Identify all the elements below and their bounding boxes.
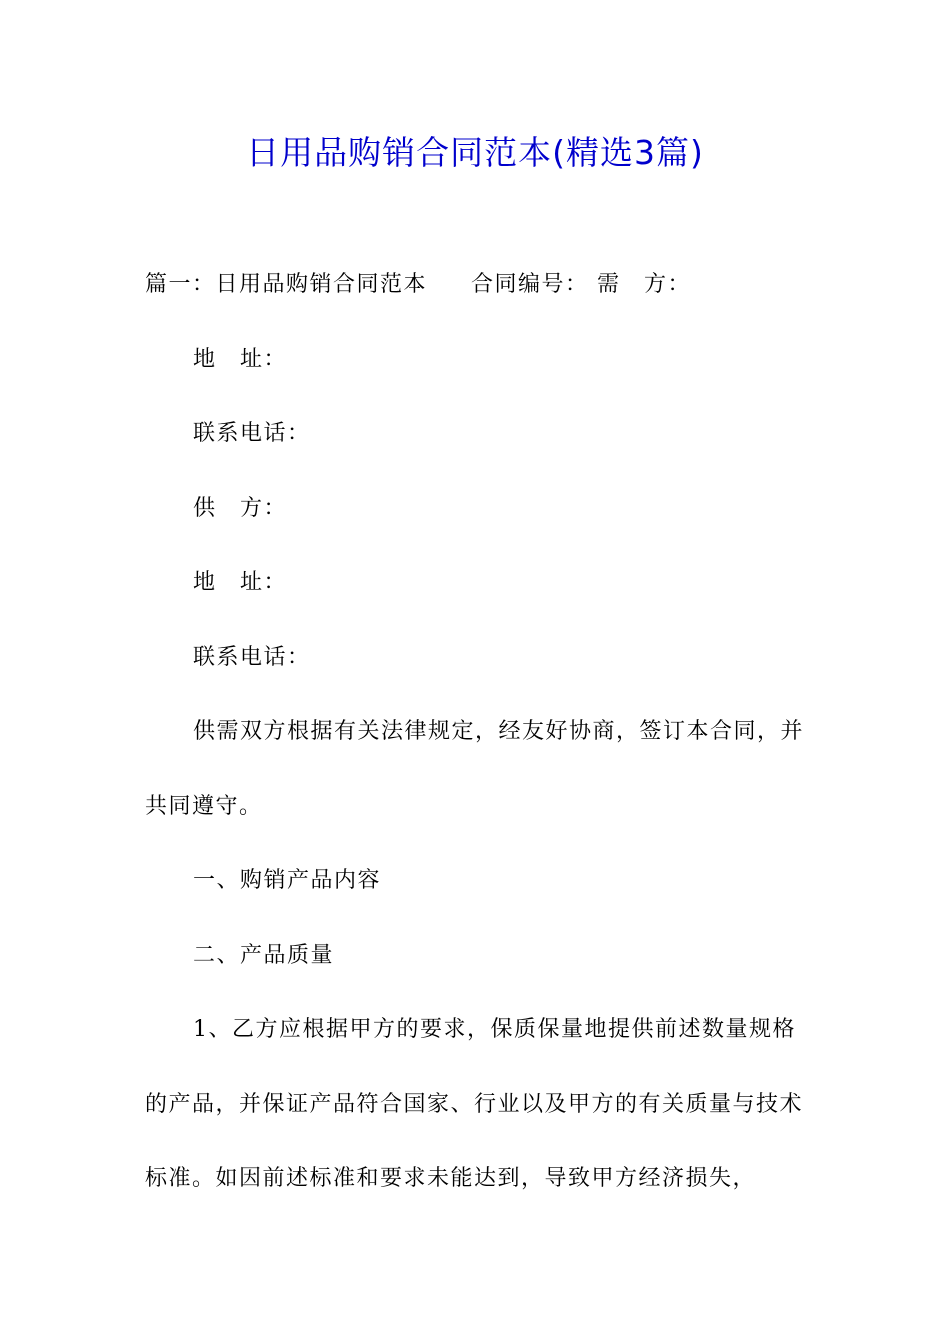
buyer-phone-label: 联系电话： xyxy=(193,421,311,446)
supplier-address-label: 地 址： xyxy=(193,570,288,595)
quality-clause-1: 1、乙方应根据甲方的要求，保质保量地提供前述数量规格的产品，并保证产品符合国家、行业以及甲方的有关质量与技术标准。如因前述标准和要求未能达到，导致甲方经济损失， xyxy=(145,1017,804,1191)
contract-number-label: 合同编号： xyxy=(471,272,589,297)
supplier-label: 供 方： xyxy=(193,495,288,521)
intro-paragraph: 供需双方根据有关法律规定，经友好协商，签订本合同，并共同遵守。 xyxy=(145,719,805,819)
buyer-label: 需 方： xyxy=(597,272,692,297)
section-heading-products: 一、购销产品内容 xyxy=(193,868,382,893)
document-title: 日用品购销合同范本(精选3篇) xyxy=(246,133,704,172)
buyer-address-label: 地 址： xyxy=(193,346,288,372)
document-body xyxy=(145,248,810,1217)
supplier-phone-label: 联系电话： xyxy=(193,644,311,670)
section-heading-quality: 二、产品质量 xyxy=(193,942,335,968)
chapter-heading: 篇一：日用品购销合同范本 xyxy=(145,272,428,297)
contract-header-line xyxy=(145,248,810,323)
